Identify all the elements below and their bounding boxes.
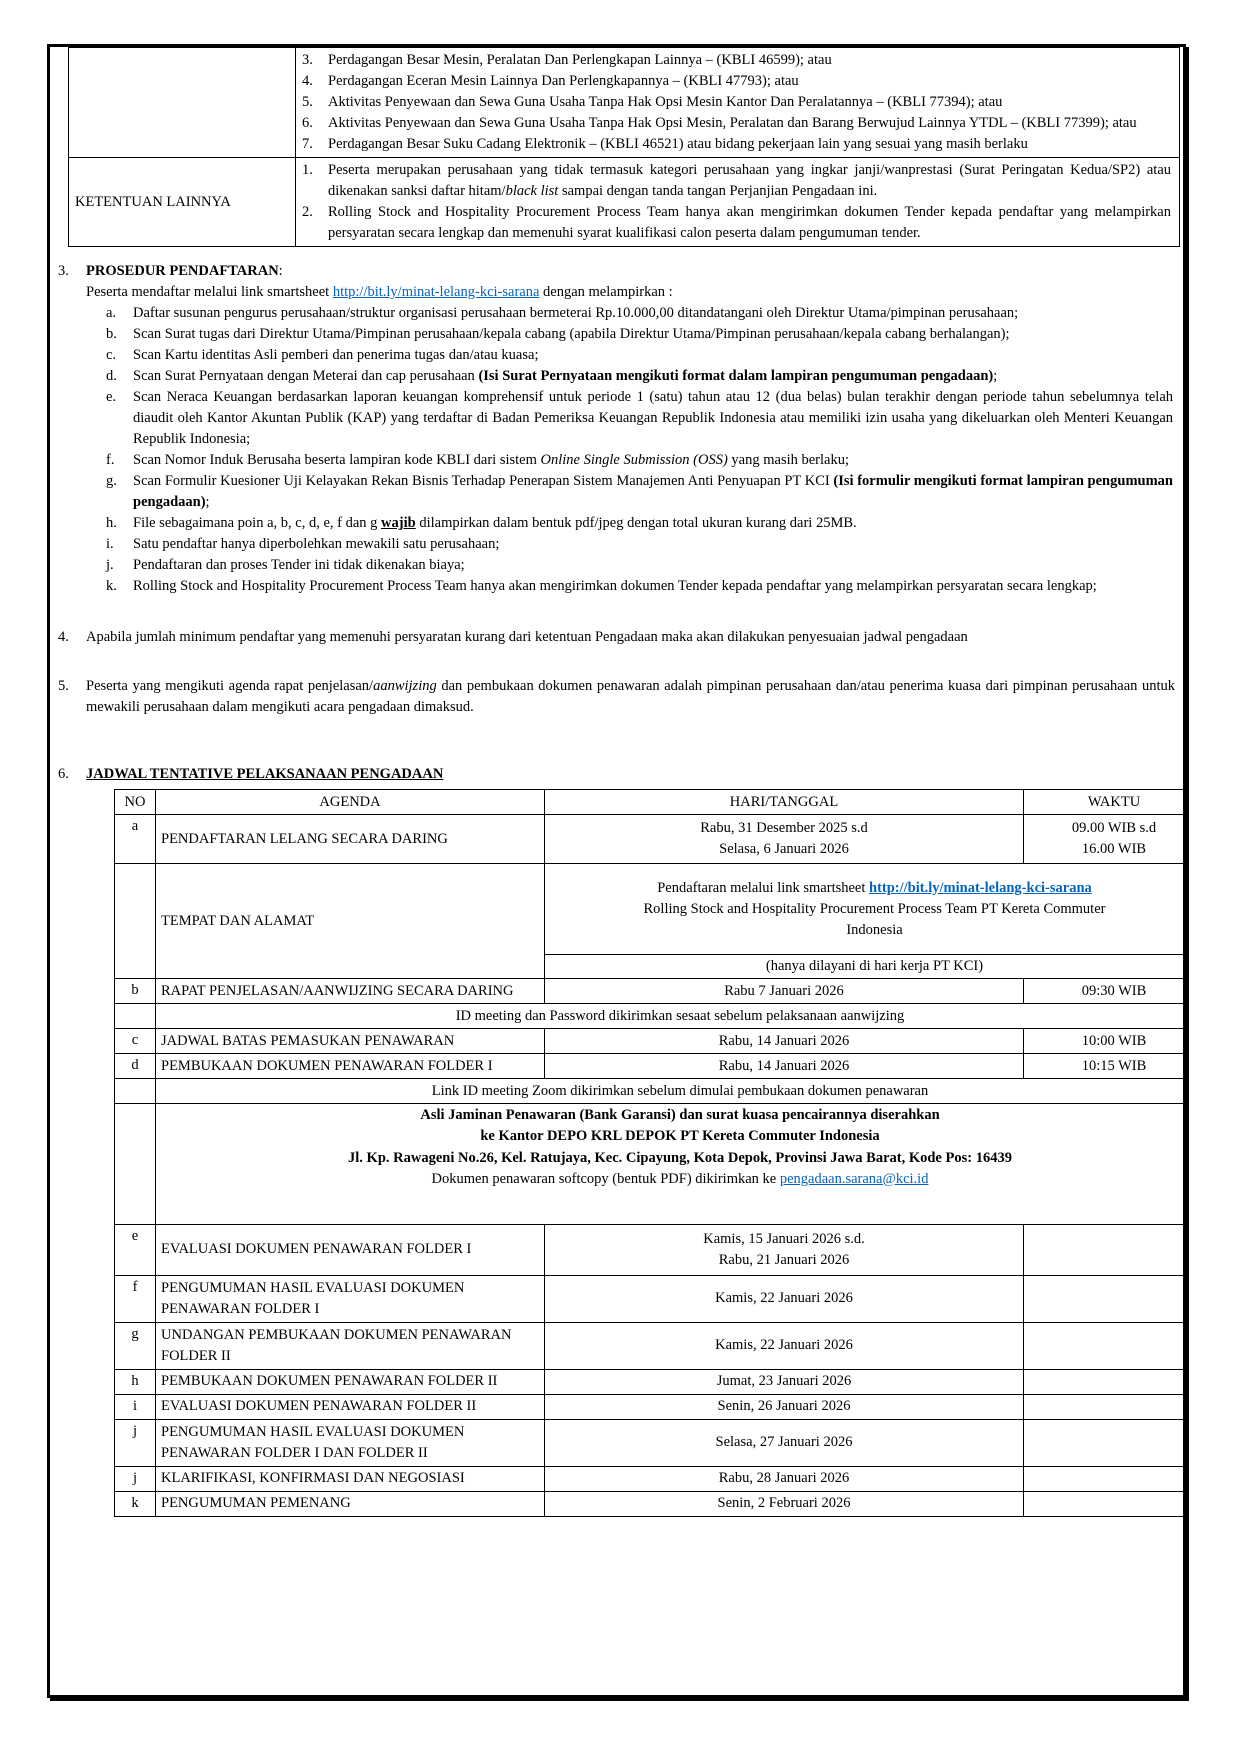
kbli-item-text: Perdagangan Besar Suku Cadang Elektronik – (KBLI 46521) atau bidang pekerjaan lain yang sesuai yang masih berlaku bbox=[328, 136, 1028, 153]
kbli-item-number: 5. bbox=[302, 94, 313, 111]
section-6 bbox=[56, 764, 1175, 1516]
list-item: Pendaftaran dan proses Tender ini tidak dikenakan biaya; bbox=[133, 557, 465, 574]
row-tanggal: Rabu, 31 Desember 2025 s.d Selasa, 6 Januari 2026 bbox=[545, 815, 1024, 864]
kbli-item-text: Perdagangan Besar Mesin, Peralatan Dan Perlengkapan Lainnya – (KBLI 46599); atau bbox=[328, 52, 832, 68]
jadwal-table bbox=[114, 789, 1186, 1516]
row-tanggal: Rabu 7 Januari 2026 bbox=[545, 979, 1024, 1004]
list-letter: e. bbox=[106, 389, 117, 406]
row-waktu: 09:30 WIB bbox=[1024, 979, 1187, 1004]
list-item: File sebagaimana poin a, b, c, d, e, f dan g wajib dilampirkan dalam bentuk pdf/jpeg dengan total ukuran kurang dari 25MB. bbox=[133, 515, 857, 532]
header-waktu: WAKTU bbox=[1024, 790, 1187, 815]
row-no-empty bbox=[115, 1104, 156, 1224]
ketentuan-item-text: Rolling Stock and Hospitality Procurement Process Team hanya akan mengirimkan dokumen Tender kepada pendaftar yang melampirkan persyaratan secara lengkap dan memenuhi syarat kualifikasi calon peserta dalam pengumuman tender. bbox=[328, 204, 1171, 242]
kbli-item-number: 6. bbox=[302, 115, 313, 132]
smartsheet-link[interactable]: http://bit.ly/minat-lelang-kci-sarana bbox=[332, 284, 540, 301]
row-waktu-empty bbox=[1024, 1394, 1187, 1419]
row-tanggal: Rabu, 14 Januari 2026 bbox=[545, 1054, 1024, 1079]
kbli-item-text: Aktivitas Penyewaan dan Sewa Guna Usaha Tanpa Hak Opsi Mesin Kantor Dan Peralatannya – (KBLI 77394); atau bbox=[328, 94, 1003, 111]
ketentuan-item-number: 1. bbox=[302, 162, 313, 179]
list-item: Scan Formulir Kuesioner Uji Kelayakan Rekan Bisnis Terhadap Penerapan Sistem Manajemen Anti Penyuapan PT KCI (Isi formulir mengikuti format lampiran pengumuman pengadaan); bbox=[133, 473, 1173, 511]
ketentuan-item-text: Peserta merupakan perusahaan yang tidak termasuk kategori perusahaan yang ingkar janji/wanprestasi (Surat Peringatan Kedua/SP2) atau dikenakan sanksi daftar hitam/black list sampai dengan tanda tangan Perjanjian Pengadaan ini. bbox=[328, 162, 1171, 200]
row-agenda: UNDANGAN PEMBUKAAN DOKUMEN PENAWARAN FOLDER II bbox=[156, 1322, 545, 1369]
list-item: Satu pendaftar hanya diperbolehkan mewakili satu perusahaan; bbox=[133, 536, 500, 553]
row-tanggal: Senin, 26 Januari 2026 bbox=[545, 1394, 1024, 1419]
section-3-intro: Peserta mendaftar melalui link smartsheet http://bit.ly/minat-lelang-kci-sarana dengan melampirkan : bbox=[86, 284, 673, 301]
table-row-b-note bbox=[115, 1004, 1187, 1029]
table-row-tempat bbox=[115, 864, 1187, 955]
email-link[interactable]: pengadaan.sarana@kci.id bbox=[779, 1170, 929, 1187]
row-no: e bbox=[115, 1224, 156, 1275]
jaminan-line-1: Asli Jaminan Penawaran (Bank Garansi) dan surat kuasa pencairannya diserahkan bbox=[420, 1107, 940, 1124]
section-3 bbox=[56, 261, 1175, 597]
kbli-list-cell bbox=[296, 48, 1180, 158]
section-3-title: PROSEDUR PENDAFTARAN: bbox=[86, 263, 283, 280]
row-tanggal: Jumat, 23 Januari 2026 bbox=[545, 1369, 1024, 1394]
table-row-d-note bbox=[115, 1079, 1187, 1104]
row-tanggal: Rabu, 14 Januari 2026 bbox=[545, 1029, 1024, 1054]
row-no-empty bbox=[115, 1079, 156, 1104]
tempat-label: TEMPAT DAN ALAMAT bbox=[156, 864, 545, 979]
kbli-item-text: Perdagangan Eceran Mesin Lainnya Dan Perlengkapannya – (KBLI 47793); atau bbox=[328, 73, 799, 90]
jaminan-email-line: Dokumen penawaran softcopy (bentuk PDF) dikirimkan ke pengadaan.sarana@kci.id bbox=[431, 1170, 929, 1187]
list-letter: h. bbox=[106, 515, 117, 532]
list-item: Scan Kartu identitas Asli pemberi dan penerima tugas dan/atau kuasa; bbox=[133, 347, 539, 364]
section-number: 3. bbox=[58, 263, 69, 280]
table-row-e bbox=[115, 1224, 1187, 1275]
row-agenda: KLARIFIKASI, KONFIRMASI DAN NEGOSIASI bbox=[156, 1466, 545, 1491]
row-no: a bbox=[115, 815, 156, 864]
list-item: Daftar susunan pengurus perusahaan/struktur organisasi perusahaan bermeterai Rp.10.000,00 ditandatangani oleh Direktur Utama/pimpinan perusahaan; bbox=[133, 305, 1019, 322]
table-row-i bbox=[115, 1394, 1187, 1419]
table-row-k bbox=[115, 1491, 1187, 1516]
list-item: Rolling Stock and Hospitality Procurement Process Team hanya akan mengirimkan dokumen Tender kepada pendaftar yang melampirkan persyaratan secara lengkap; bbox=[133, 578, 1097, 595]
kbli-item-number: 4. bbox=[302, 73, 313, 90]
table-row-jaminan bbox=[115, 1104, 1187, 1224]
list-item: Scan Nomor Induk Berusaha beserta lampiran kode KBLI dari sistem Online Single Submission (OSS) yang masih berlaku; bbox=[133, 452, 850, 469]
row-agenda: PENGUMUMAN HASIL EVALUASI DOKUMEN PENAWARAN FOLDER I bbox=[156, 1275, 545, 1322]
row-no: b bbox=[115, 979, 156, 1004]
row-no-empty bbox=[115, 1004, 156, 1029]
list-item: Scan Surat Pernyataan dengan Meterai dan cap perusahaan (Isi Surat Pernyataan mengikuti format dalam lampiran pengumuman pengadaan); bbox=[133, 368, 998, 385]
header-no: NO bbox=[115, 790, 156, 815]
table-row-g bbox=[115, 1322, 1187, 1369]
list-item: Scan Neraca Keuangan berdasarkan laporan keuangan komprehensif untuk periode 1 (satu) tahun atau 12 (dua belas) bulan terakhir dengan periode tahun sebelumnya telah diaudit oleh Kantor Akuntan Publik (KAP) yang terdaftar di Badan Pemeriksa Keuangan Republik Indonesia atau memiliki izin usaha yang dikeluarkan oleh Menteri Keuangan Republik Indonesia; bbox=[133, 389, 1173, 448]
row-no: k bbox=[115, 1491, 156, 1516]
row-no: g bbox=[115, 1322, 156, 1369]
row-agenda: PENGUMUMAN PEMENANG bbox=[156, 1491, 545, 1516]
table-row bbox=[69, 158, 1180, 247]
row-waktu: 10:00 WIB bbox=[1024, 1029, 1187, 1054]
list-letter: i. bbox=[106, 536, 114, 553]
aanwijzing-note: ID meeting dan Password dikirimkan sesaat sebelum pelaksanaan aanwijzing bbox=[156, 1004, 1187, 1029]
table-row-c bbox=[115, 1029, 1187, 1054]
table-row-j1 bbox=[115, 1419, 1187, 1466]
row-no: d bbox=[115, 1054, 156, 1079]
table-row-a bbox=[115, 815, 1187, 864]
list-item: Scan Surat tugas dari Direktur Utama/Pimpinan perusahaan/kepala cabang (apabila Direktur Utama/Pimpinan perusahaan/kepala cabang berhalangan); bbox=[133, 326, 1010, 343]
row-waktu-empty bbox=[1024, 1322, 1187, 1369]
ketentuan-lainnya-label: KETENTUAN LAINNYA bbox=[69, 158, 296, 247]
row-no: h bbox=[115, 1369, 156, 1394]
row-agenda: PEMBUKAAN DOKUMEN PENAWARAN FOLDER II bbox=[156, 1369, 545, 1394]
list-letter: j. bbox=[106, 557, 114, 574]
ketentuan-list-cell bbox=[296, 158, 1180, 247]
row-waktu-empty bbox=[1024, 1275, 1187, 1322]
jaminan-address: Jl. Kp. Rawageni No.26, Kel. Ratujaya, Kec. Cipayung, Kota Depok, Provinsi Jawa Barat, Kode Pos: 16439 bbox=[348, 1149, 1012, 1166]
list-letter: d. bbox=[106, 368, 117, 385]
row-waktu-empty bbox=[1024, 1466, 1187, 1491]
row-tanggal: Rabu, 28 Januari 2026 bbox=[545, 1466, 1024, 1491]
tempat-link-line: Pendaftaran melalui link smartsheet http://bit.ly/minat-lelang-kci-sarana bbox=[657, 879, 1092, 896]
table-row bbox=[69, 48, 1180, 158]
tempat-content bbox=[545, 864, 1187, 955]
row-tanggal: Kamis, 22 Januari 2026 bbox=[545, 1275, 1024, 1322]
row-agenda: PENGUMUMAN HASIL EVALUASI DOKUMEN PENAWARAN FOLDER I DAN FOLDER II bbox=[156, 1419, 545, 1466]
row-tanggal: Kamis, 22 Januari 2026 bbox=[545, 1322, 1024, 1369]
list-letter: f. bbox=[106, 452, 115, 469]
header-agenda: AGENDA bbox=[156, 790, 545, 815]
list-letter: a. bbox=[106, 305, 117, 322]
header-tanggal: HARI/TANGGAL bbox=[545, 790, 1024, 815]
table-row-b bbox=[115, 979, 1187, 1004]
jaminan-block bbox=[156, 1104, 1187, 1224]
row-tanggal: Selasa, 27 Januari 2026 bbox=[545, 1419, 1024, 1466]
row-no: f bbox=[115, 1275, 156, 1322]
empty-label-cell bbox=[69, 48, 296, 158]
table-row-d bbox=[115, 1054, 1187, 1079]
row-tanggal: Kamis, 15 Januari 2026 s.d. Rabu, 21 Januari 2026 bbox=[545, 1224, 1024, 1275]
kbli-item-number: 3. bbox=[302, 52, 313, 68]
row-waktu-empty bbox=[1024, 1491, 1187, 1516]
row-no: j bbox=[115, 1466, 156, 1491]
jaminan-line-2: ke Kantor DEPO KRL DEPOK PT Kereta Commuter Indonesia bbox=[480, 1128, 880, 1145]
list-letter: b. bbox=[106, 326, 117, 343]
table-row-h bbox=[115, 1369, 1187, 1394]
smartsheet-link[interactable]: http://bit.ly/minat-lelang-kci-sarana bbox=[869, 879, 1092, 896]
table-row-f bbox=[115, 1275, 1187, 1322]
section-5-text: Peserta yang mengikuti agenda rapat penjelasan/aanwijzing dan pembukaan dokumen penawaran adalah pimpinan perusahaan dan/atau penerima kuasa dari pimpinan perusahaan untuk mewakili perusahaan dalam mengikuti acara pengadaan dimaksud. bbox=[86, 678, 1175, 716]
kbli-item-text: Aktivitas Penyewaan dan Sewa Guna Usaha Tanpa Hak Opsi Mesin, Peralatan dan Barang Berwujud Lainnya YTDL – (KBLI 77399); atau bbox=[328, 115, 1137, 132]
ketentuan-item-number: 2. bbox=[302, 204, 313, 221]
row-no: i bbox=[115, 1394, 156, 1419]
section-4 bbox=[56, 627, 1175, 648]
row-waktu-empty bbox=[1024, 1369, 1187, 1394]
section-5 bbox=[56, 676, 1175, 718]
row-no-empty bbox=[115, 864, 156, 979]
row-agenda: JADWAL BATAS PEMASUKAN PENAWARAN bbox=[156, 1029, 545, 1054]
row-waktu-empty bbox=[1024, 1419, 1187, 1466]
section-number: 5. bbox=[58, 678, 69, 695]
list-letter: k. bbox=[106, 578, 117, 595]
page-border bbox=[47, 44, 1186, 1698]
row-agenda: PEMBUKAAN DOKUMEN PENAWARAN FOLDER I bbox=[156, 1054, 545, 1079]
section-number: 6. bbox=[58, 766, 69, 783]
row-waktu-empty bbox=[1024, 1224, 1187, 1275]
row-agenda: PENDAFTARAN LELANG SECARA DARING bbox=[156, 815, 545, 864]
row-agenda: EVALUASI DOKUMEN PENAWARAN FOLDER II bbox=[156, 1394, 545, 1419]
row-tanggal: Senin, 2 Februari 2026 bbox=[545, 1491, 1024, 1516]
zoom-link-note: Link ID meeting Zoom dikirimkan sebelum dimulai pembukaan dokumen penawaran bbox=[156, 1079, 1187, 1104]
table-header-row bbox=[115, 790, 1187, 815]
tempat-note: (hanya dilayani di hari kerja PT KCI) bbox=[545, 955, 1187, 979]
row-no: c bbox=[115, 1029, 156, 1054]
row-waktu: 10:15 WIB bbox=[1024, 1054, 1187, 1079]
row-waktu: 09.00 WIB s.d 16.00 WIB bbox=[1024, 815, 1187, 864]
prosedur-list bbox=[106, 303, 1175, 597]
section-6-title: JADWAL TENTATIVE PELAKSANAAN PENGADAAN bbox=[86, 766, 444, 783]
tempat-team-line: Rolling Stock and Hospitality Procurement Process Team PT Kereta Commuter Indonesia bbox=[643, 900, 1106, 938]
list-letter: g. bbox=[106, 473, 117, 490]
table-row-j2 bbox=[115, 1466, 1187, 1491]
list-letter: c. bbox=[106, 347, 117, 364]
kbli-item-number: 7. bbox=[302, 136, 313, 153]
section-number: 4. bbox=[58, 629, 69, 646]
section-4-text: Apabila jumlah minimum pendaftar yang memenuhi persyaratan kurang dari ketentuan Pengadaan maka akan dilakukan penyesuaian jadwal pengadaan bbox=[86, 629, 968, 646]
row-agenda: RAPAT PENJELASAN/AANWIJZING SECARA DARING bbox=[156, 979, 545, 1004]
ketentuan-table bbox=[68, 47, 1180, 247]
row-agenda: EVALUASI DOKUMEN PENAWARAN FOLDER I bbox=[156, 1224, 545, 1275]
row-no: j bbox=[115, 1419, 156, 1466]
